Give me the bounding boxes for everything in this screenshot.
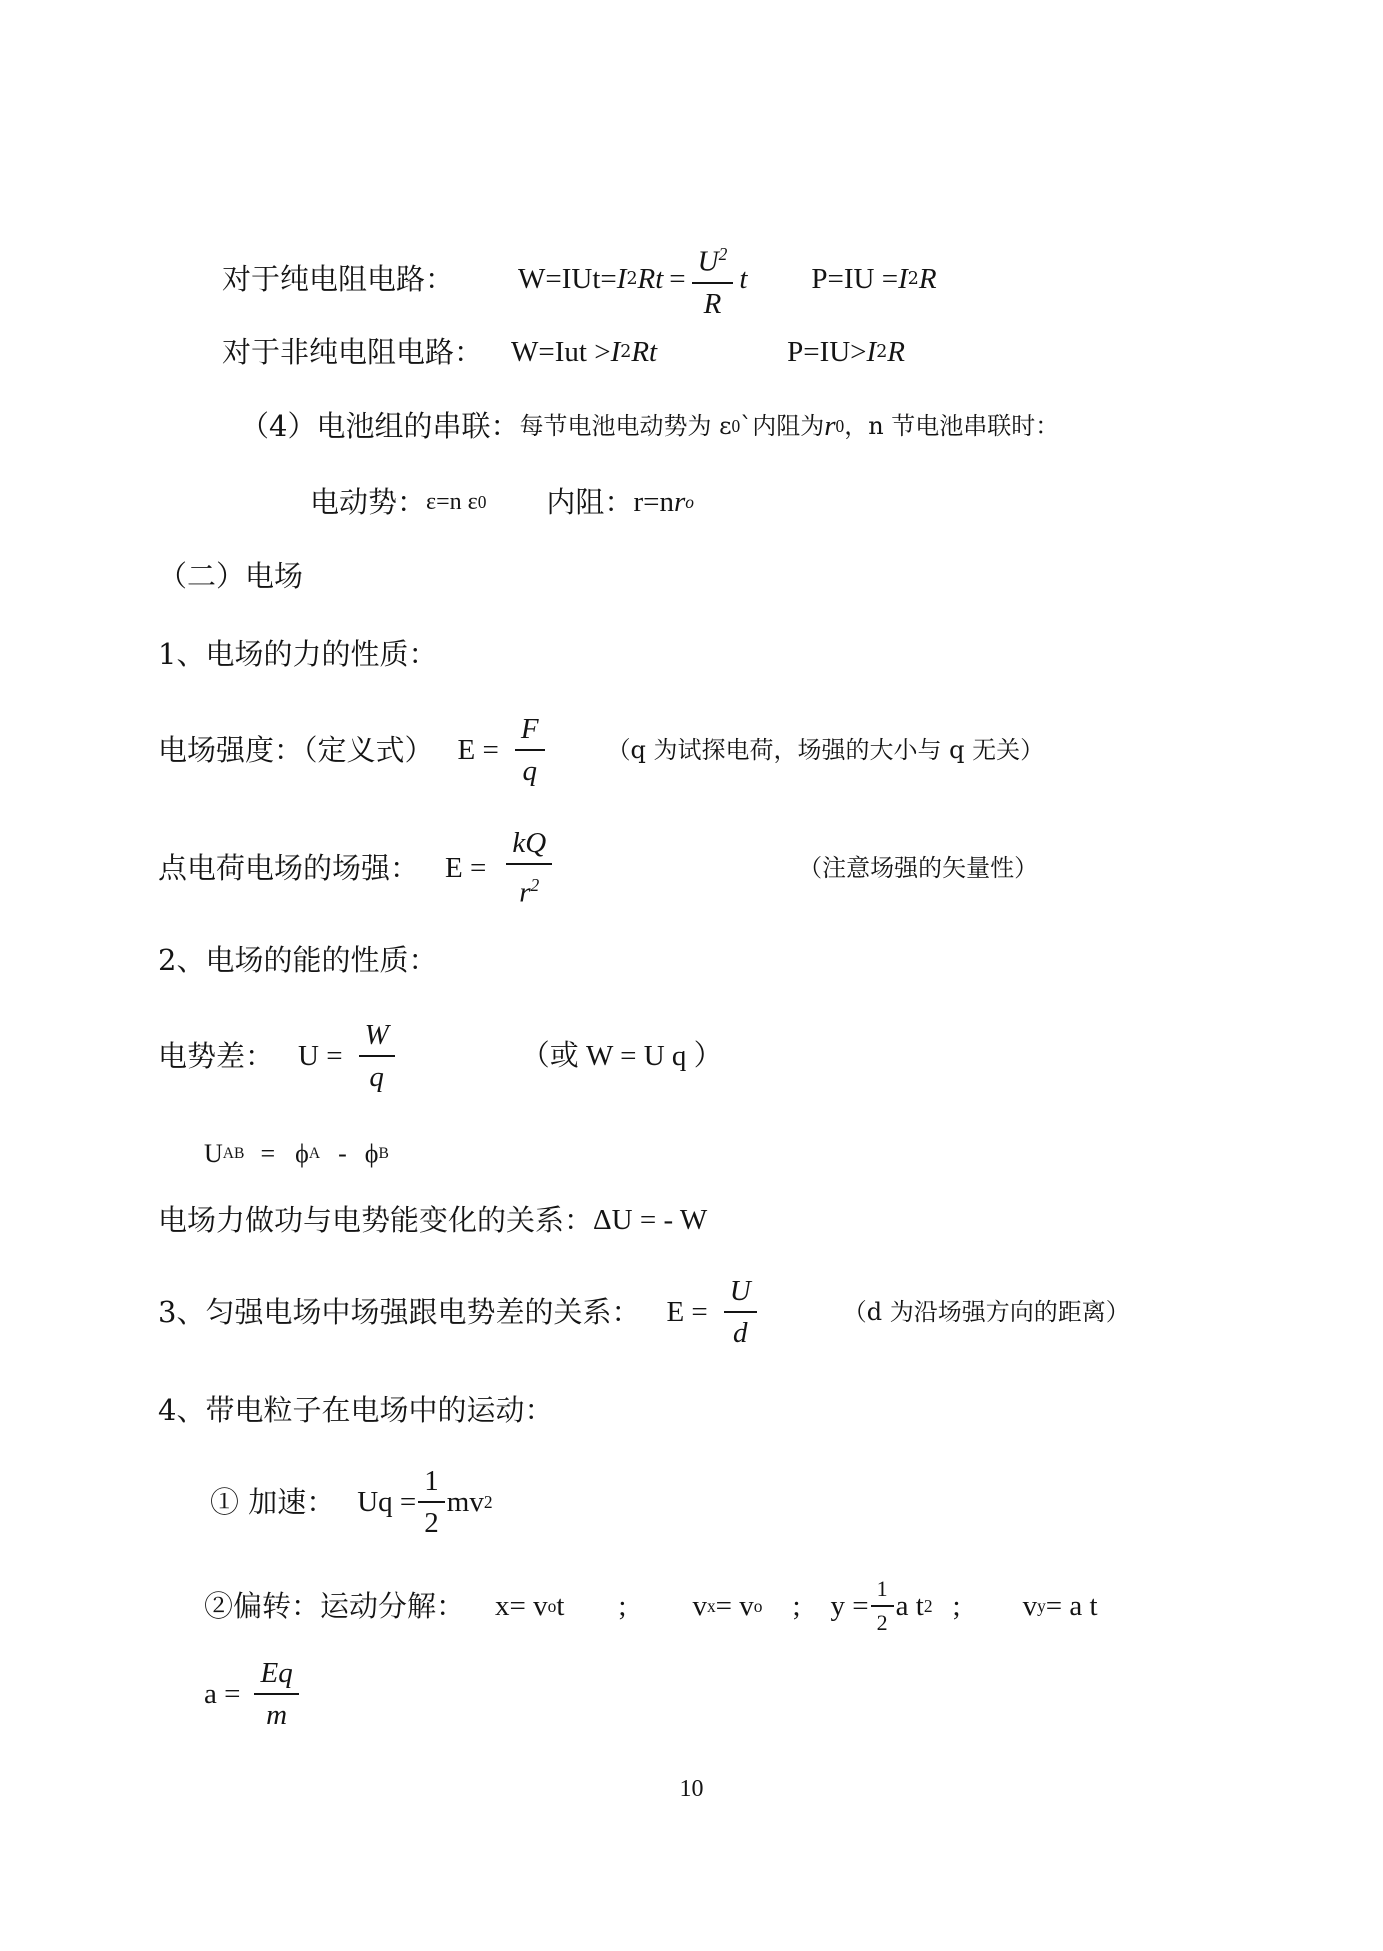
u-over-d-fraction: [724, 1275, 757, 1349]
at-symbol: a t: [895, 1590, 924, 1622]
time-symbol: t: [739, 262, 748, 295]
vx-symbol: v: [692, 1590, 707, 1622]
point-charge-label: 点电荷电场的场强：: [158, 851, 420, 885]
eq-over-m-fraction: [254, 1657, 298, 1731]
current-symbol: I: [866, 336, 877, 368]
acceleration-formula-line: [204, 1657, 305, 1731]
subscript: 0: [477, 492, 487, 512]
subsection-heading-energy: [158, 940, 437, 980]
fraction-numerator: F: [515, 713, 545, 751]
page-number: 10: [679, 1776, 704, 1802]
exponent: 2: [718, 244, 728, 264]
subsection-heading-motion: [158, 1390, 553, 1430]
phi-symbol: ϕ: [295, 1139, 309, 1168]
phi-symbol: ϕ: [364, 1139, 379, 1168]
subscript: B: [378, 1145, 389, 1162]
exponent: 2: [907, 268, 919, 289]
fraction-numerator: Eq: [254, 1657, 298, 1695]
battery-series-line: [240, 406, 1059, 446]
test-charge-note: （q 为试探电荷，场强的大小与 q 无关）: [606, 736, 1045, 764]
field-strength-line: [158, 713, 1045, 787]
e-equals: E =: [445, 852, 487, 884]
e-equals: E =: [666, 1296, 708, 1328]
equals-sign: =: [669, 262, 686, 295]
pure-resistance-line: [222, 238, 937, 320]
vy-formula: = a t: [1045, 1590, 1098, 1622]
pure-resistance-label: 对于纯电阻电路：: [222, 261, 455, 296]
potential-difference-line: [158, 1019, 723, 1093]
fraction-denominator: 2: [424, 1507, 439, 1539]
subsection-heading-text: 2、电场的能的性质：: [158, 943, 438, 977]
exponent: 2: [876, 342, 888, 362]
power-formula-prefix: P=IU =: [811, 262, 899, 295]
section-heading-text: （二）电场: [158, 559, 304, 593]
emf-formula: ε=n ε: [426, 489, 478, 515]
fraction-numerator: 1: [871, 1577, 894, 1607]
subscript: 0: [731, 416, 741, 436]
fraction-numerator: 1: [418, 1465, 445, 1503]
subsection-heading-force: [158, 634, 437, 674]
work-energy-label: 电场力做功与电势能变化的关系：: [158, 1203, 594, 1237]
fraction-denominator: q: [369, 1061, 384, 1093]
separator: ;: [792, 1590, 801, 1622]
uniform-field-line: [158, 1275, 1130, 1349]
fraction-denominator: m: [266, 1699, 288, 1731]
subscript: AB: [222, 1145, 245, 1162]
resistance-symbol: R: [918, 262, 937, 295]
exponent: 2: [530, 875, 540, 896]
minus-sign: -: [338, 1139, 347, 1168]
field-strength-label: 电场强度：（定义式）: [158, 733, 434, 767]
subscript: y: [1037, 1596, 1046, 1616]
series-result-line: [310, 482, 694, 522]
distance-note: （d 为沿场强方向的距离）: [842, 1298, 1130, 1326]
subscript: o: [547, 1596, 557, 1616]
emf-label: 电动势：: [310, 485, 427, 519]
fraction-numerator: kQ: [506, 827, 552, 865]
fraction-denominator: d: [733, 1317, 748, 1349]
fraction-denominator: r: [519, 876, 531, 909]
resistance-time: Rt: [637, 262, 664, 295]
vx-formula: = v: [715, 1590, 754, 1622]
current-symbol: I: [616, 262, 627, 295]
f-over-q-fraction: [515, 713, 545, 787]
point-charge-line: [158, 827, 1039, 909]
one-half-fraction: [418, 1465, 445, 1539]
exponent: 2: [620, 342, 632, 362]
section-heading-electric-field: [158, 556, 303, 596]
battery-series-heading: （4）电池组的串联：: [240, 409, 520, 443]
resistance-formula: r=n: [633, 486, 674, 518]
internal-resistance-label: 内阻：: [546, 485, 634, 519]
uniform-field-label: 3、匀强电场中场强跟电势差的关系：: [158, 1295, 641, 1329]
subsection-heading-text: 1、电场的力的性质：: [158, 637, 438, 671]
potential-difference-label: 电势差：: [158, 1039, 275, 1073]
work-formula-prefix: W=IUt=: [518, 262, 617, 295]
work-formula-prefix: W=Iut >: [511, 336, 611, 368]
subscript: o: [753, 1596, 763, 1616]
battery-emf-text: 每节电池电动势为 ε: [519, 412, 732, 440]
mv-symbol: mv: [446, 1486, 484, 1518]
work-energy-formula: ΔU = - W: [593, 1204, 708, 1236]
fraction-denominator: 2: [876, 1610, 888, 1635]
subsection-heading-text: 4、带电粒子在电场中的运动：: [158, 1393, 554, 1427]
resistance-time: Rt: [631, 336, 658, 368]
w-over-q-fraction: [359, 1019, 395, 1093]
series-text: ，n 节电池串联时：: [844, 412, 1060, 440]
non-pure-resistance-line: [222, 332, 905, 372]
deflection-label: ②偏转：运动分解：: [204, 1589, 466, 1623]
current-symbol: I: [610, 336, 621, 368]
non-pure-resistance-label: 对于非纯电阻电路：: [222, 335, 484, 369]
u-equals: U =: [298, 1040, 343, 1072]
vector-note: （注意场强的矢量性）: [798, 854, 1039, 882]
u-symbol: U: [204, 1139, 223, 1168]
deflection-line: [204, 1576, 1098, 1636]
one-half-fraction: [871, 1577, 894, 1635]
a-equals: a =: [204, 1678, 241, 1710]
separator: ;: [952, 1590, 961, 1622]
u-squared-over-r-fraction: [692, 238, 734, 320]
time-symbol: t: [556, 1590, 565, 1622]
exponent: 2: [626, 268, 638, 289]
work-energy-line: [158, 1200, 707, 1240]
subscript: 0: [835, 416, 845, 436]
subscript: x: [706, 1596, 716, 1616]
alternate-formula-note: （或 W = U q ）: [520, 1040, 723, 1072]
exponent: 2: [483, 1492, 493, 1512]
power-formula-prefix: P=IU>: [787, 336, 867, 368]
acceleration-line: [210, 1465, 493, 1539]
resistance-symbol: r: [824, 410, 836, 442]
fraction-denominator: R: [703, 287, 722, 320]
uq-equals: Uq =: [357, 1486, 417, 1518]
e-equals: E =: [457, 734, 499, 766]
fraction-numerator: U: [724, 1275, 757, 1313]
resistance-symbol: r: [673, 486, 686, 518]
fraction-denominator: q: [522, 755, 537, 787]
internal-resistance-text: `内阻为: [740, 412, 825, 440]
resistance-symbol: R: [887, 336, 906, 368]
y-formula: y =: [830, 1590, 869, 1622]
subscript: o: [685, 492, 694, 512]
fraction-numerator: W: [359, 1019, 395, 1057]
uab-line: [204, 1134, 389, 1174]
separator: ;: [618, 1590, 627, 1622]
equals-sign: =: [260, 1139, 276, 1168]
vy-symbol: v: [1022, 1590, 1038, 1622]
subscript: A: [308, 1145, 321, 1162]
current-symbol: I: [898, 262, 908, 295]
x-formula: x= v: [495, 1590, 548, 1622]
exponent: 2: [923, 1596, 933, 1616]
fraction-numerator: U: [697, 245, 719, 278]
acceleration-label: ① 加速：: [210, 1485, 336, 1519]
kq-over-r-squared-fraction: [506, 827, 552, 909]
